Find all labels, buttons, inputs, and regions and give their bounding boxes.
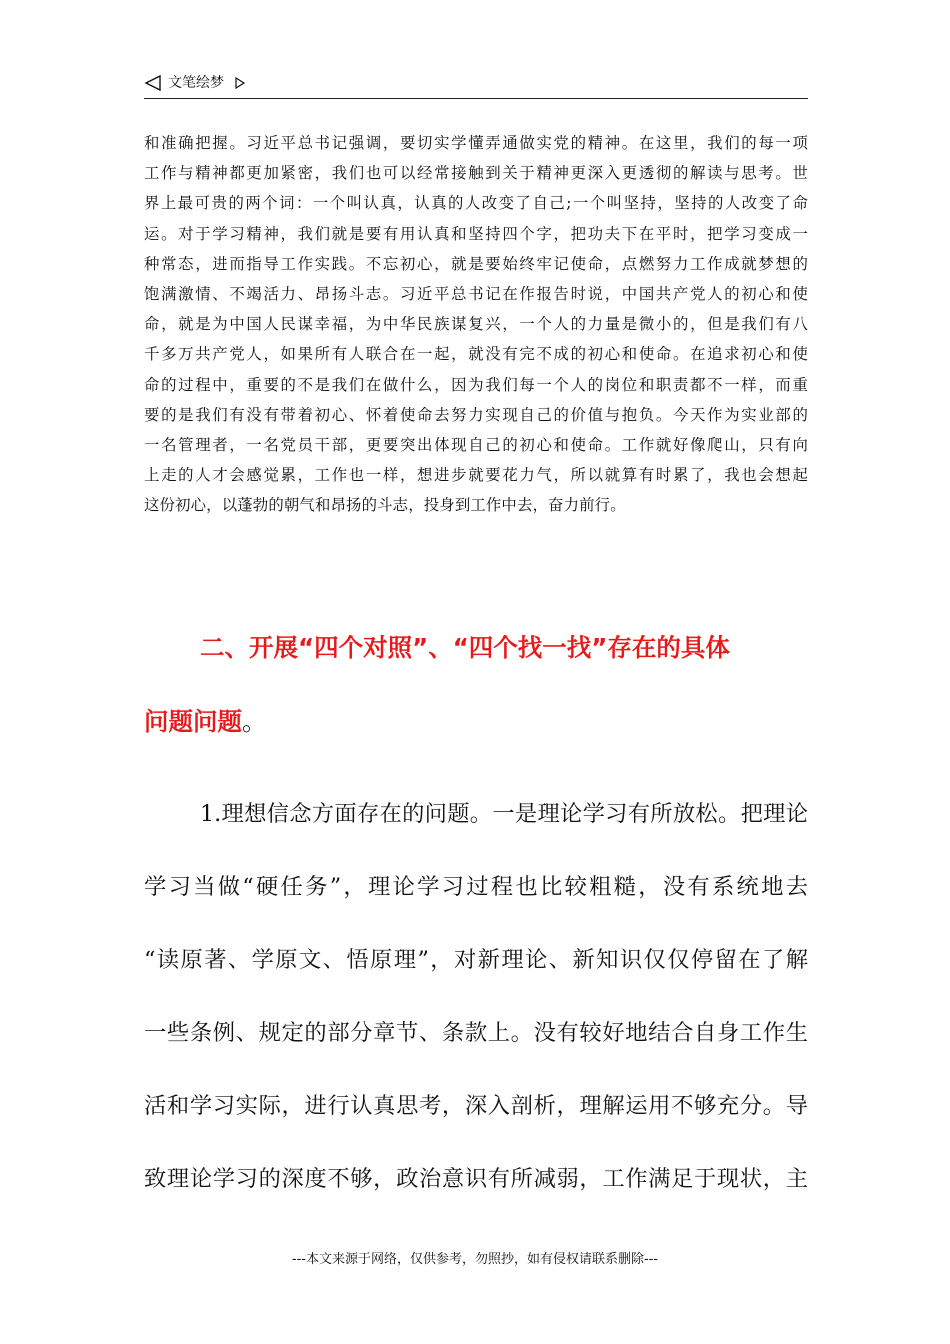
body-line: 致理论学习的深度不够，政治意识有所减弱，工作满足于现状，主 [144, 1166, 808, 1192]
triangle-left-outline-icon [144, 74, 162, 92]
intro-line: 一名管理者，一名党员干部，更要突出体现自己的初心和使命。工作就好像爬山，只有向 [144, 435, 808, 454]
intro-line: 运。对于学习精神，我们就是要有用认真和坚持四个字，把功夫下在平时，把学习变成一 [144, 224, 808, 243]
intro-line: 界上最可贵的两个词：一个叫认真，认真的人改变了自己;一个叫坚持，坚持的人改变了命 [144, 194, 808, 213]
body-line: “读原著、学原文、悟原理”，对新理论、新知识仅仅停留在了解 [144, 947, 808, 973]
intro-paragraph [144, 128, 808, 520]
intro-line: 上走的人才会感觉累，工作也一样，想进步就要花力气，所以就算有时累了，我也会想起 [144, 466, 808, 485]
intro-line: 和准确把握。习近平总书记强调，要切实学懂弄通做实党的精神。在这里，我们的每一项 [144, 134, 808, 152]
header-title: 文笔绘梦 [168, 75, 224, 91]
body-line: 学习当做“硬任务”，理论学习过程也比较粗糙，没有系统地去 [144, 874, 808, 900]
intro-line: 要的是我们有没有带着初心、怀着使命去努力实现自己的价值与抱负。今天作为实业部的 [144, 405, 808, 424]
intro-line: 千多万共产党人，如果所有人联合在一起，就没有完不成的初心和使命。在追求初心和使 [144, 345, 808, 364]
body-paragraph [144, 778, 808, 1216]
page-header [144, 72, 808, 99]
body-line: 一些条例、规定的部分章节、条款上。没有较好地结合自身工作生 [144, 1020, 808, 1046]
heading-line-2-text: 问题问题 [144, 707, 242, 736]
intro-line: 工作与精神都更加紧密，我们也可以经常接触到关于精神更深入更透彻的解读与思考。世 [144, 164, 808, 183]
body-line: 活和学习实际，进行认真思考，深入剖析，理解运用不够充分。导 [144, 1093, 808, 1119]
heading-line-1: 二、开展“四个对照”、“四个找一找”存在的具体 [200, 633, 730, 662]
triangle-right-outline-icon [234, 76, 246, 90]
intro-line: 命，就是为中国人民谋幸福，为中华民族谋复兴，一个人的力量是微小的，但是我们有八 [144, 315, 808, 334]
intro-line: 种常态，进而指导工作实践。不忘初心，就是要始终牢记使命，点燃努力工作成就梦想的 [144, 254, 808, 273]
body-line: 1.理想信念方面存在的问题。一是理论学习有所放松。把理论 [200, 801, 808, 827]
heading-line-2-punct: 。 [242, 707, 267, 736]
intro-line: 这份初心，以蓬勃的朝气和昂扬的斗志，投身到工作中去，奋力前行。 [144, 496, 626, 515]
intro-line: 命的过程中，重要的不是我们在做什么，因为我们每一个人的岗位和职责都不一样，而重 [144, 375, 808, 394]
intro-line: 饱满激情、不竭活力、昂扬斗志。习近平总书记在作报告时说，中国共产党人的初心和使 [144, 284, 808, 303]
heading-line-2 [144, 698, 267, 746]
page-footer: ---本文来源于网络，仅供参考，勿照抄，如有侵权请联系删除--- [291, 1252, 659, 1267]
